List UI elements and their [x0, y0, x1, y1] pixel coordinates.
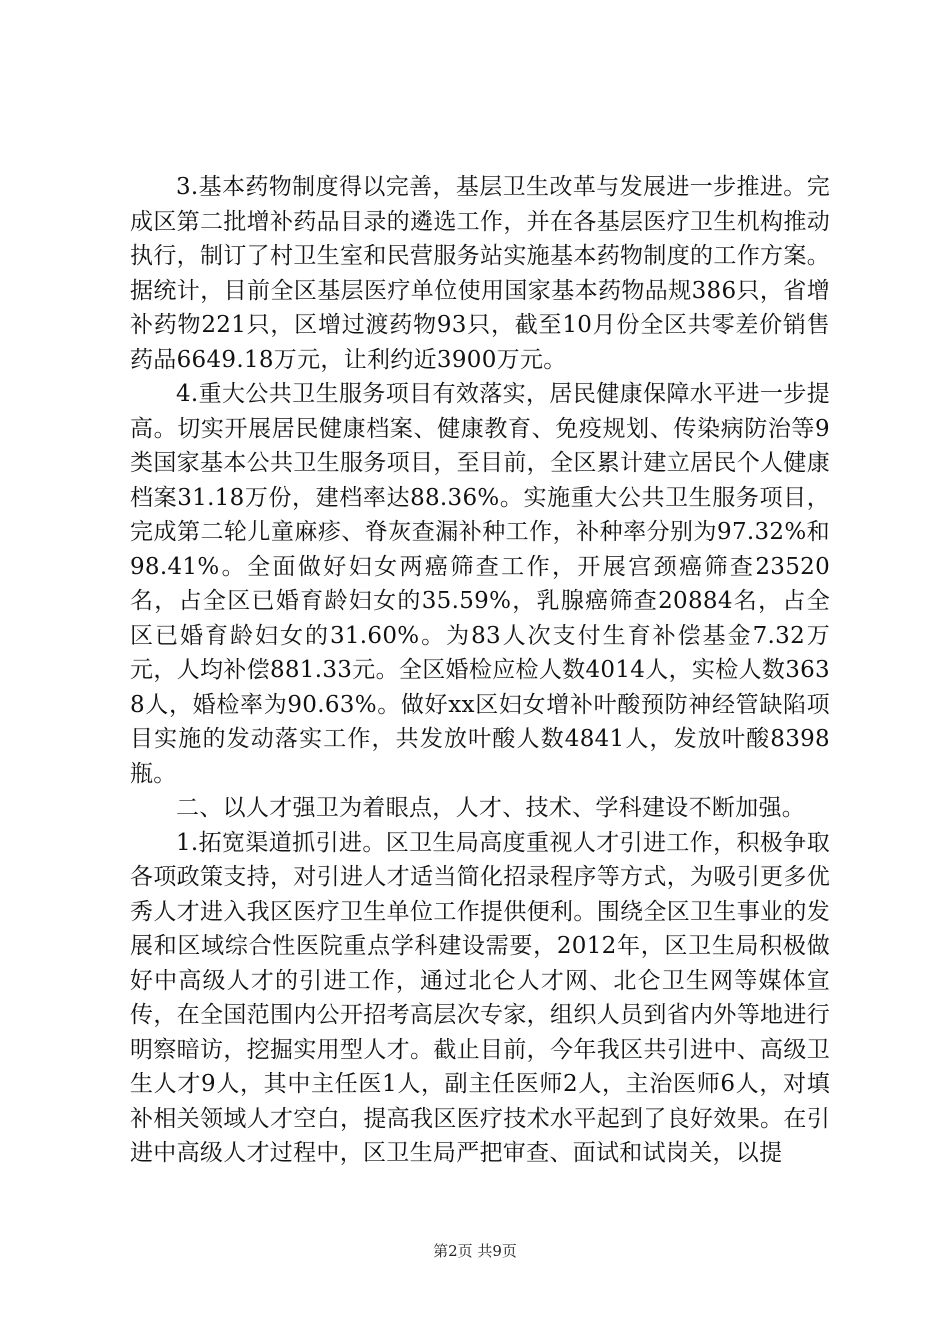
- document-body: [130, 170, 830, 1171]
- section-heading-talent: 二、以人才强卫为着眼点，人才、技术、学科建设不断加强。: [176, 795, 806, 821]
- paragraph-public-health-services: 4.重大公共卫生服务项目有效落实，居民健康保障水平进一步提高。切实开展居民健康档案、健康教育、免疫规划、传染病防治等9类国家基本公共卫生服务项目，至目前，全区累计建立居民个人健康档案31.18万份，建档率达88.36%。实施重大公共卫生服务项目，完成第二轮儿童麻疹、脊灰查漏补种工作，补种率分别为97.32%和98.41%。全面做好妇女两癌筛查工作，开展宫颈癌筛查23520名，占全区已婚育龄妇女的35.59%，乳腺癌筛查20884名，占全区已婚育龄妇女的31.60%。为83人次支付生育补偿基金7.32万元，人均补偿881.33元。全区婚检应检人数4014人，实检人数3638人，婚检率为90.63%。做好xx区妇女增补叶酸预防神经管缺陷项目实施的发动落实工作，共发放叶酸人数4841人，发放叶酸8398瓶。: [130, 381, 830, 787]
- paragraph-talent-recruitment: 1.拓宽渠道抓引进。区卫生局高度重视人才引进工作，积极争取各项政策支持，对引进人才适当简化招录程序等方式，为吸引更多优秀人才进入我区医疗卫生单位工作提供便利。围绕全区卫生事业的发展和区域综合性医院重点学科建设需要，2012年，区卫生局积极做好中高级人才的引进工作，通过北仑人才网、北仑卫生网等媒体宣传，在全国范围内公开招考高层次专家，组织人员到省内外等地进行明察暗访，挖掘实用型人才。截止目前，今年我区共引进中、高级卫生人才9人，其中主任医1人，副主任医师2人，主治医师6人，对填补相关领域人才空白，提高我区医疗技术水平起到了良好效果。在引进中高级人才过程中，区卫生局严把审查、面试和试岗关，以提: [130, 829, 830, 1166]
- paragraph-essential-medicines: 3.基本药物制度得以完善，基层卫生改革与发展进一步推进。完成区第二批增补药品目录的遴选工作，并在各基层医疗卫生机构推动执行，制订了村卫生室和民营服务站实施基本药物制度的工作方案。据统计，目前全区基层医疗单位使用国家基本药物品规386只，省增补药物221只，区增过渡药物93只，截至10月份全区共零差价销售药品6649.18万元，让利约近3900万元。: [130, 174, 830, 373]
- page-number-footer: 第2页 共9页: [433, 1242, 517, 1260]
